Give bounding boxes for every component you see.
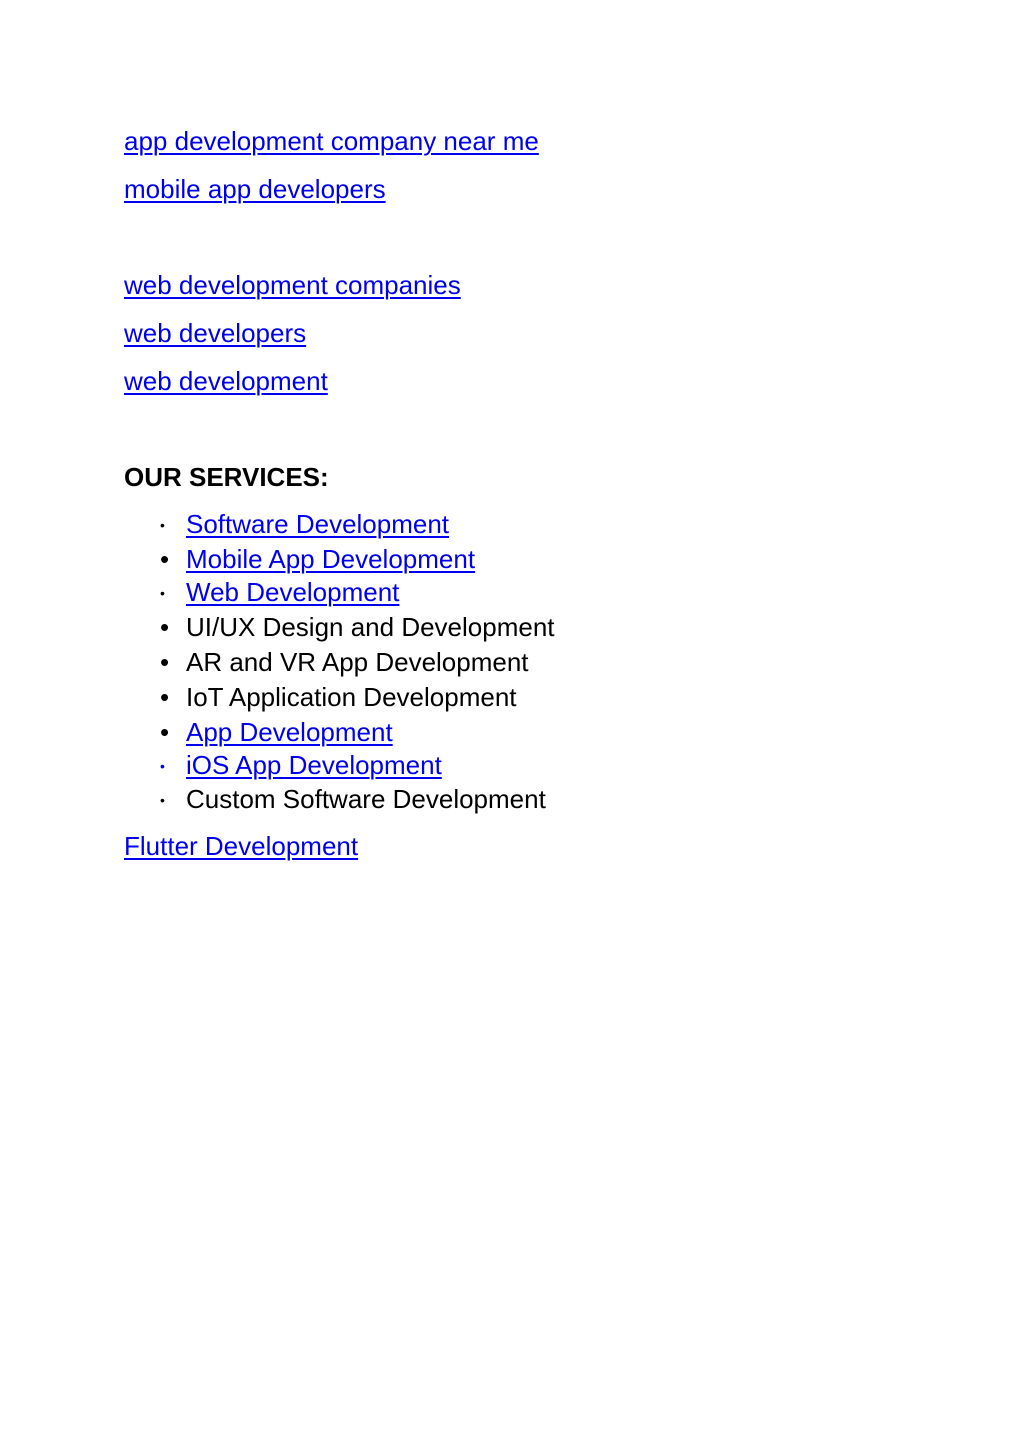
service-link-web-development[interactable]: Web Development (186, 577, 400, 607)
link-web-developers[interactable]: web developers (124, 318, 307, 348)
link-flutter-development[interactable]: Flutter Development (124, 831, 359, 861)
services-heading: OUR SERVICES: (124, 462, 329, 492)
link-app-development-company-near-me[interactable]: app development company near me (124, 126, 539, 156)
link-web-development-companies[interactable]: web development companies (124, 270, 461, 300)
link-web-development[interactable]: web development (124, 366, 328, 396)
link-mobile-app-developers[interactable]: mobile app developers (124, 174, 386, 204)
service-link-ios-app-development[interactable]: iOS App Development (186, 750, 442, 780)
service-link-software-development[interactable]: Software Development (186, 509, 450, 539)
service-link-mobile-app-development[interactable]: Mobile App Development (186, 544, 476, 574)
service-link-app-development[interactable]: App Development (186, 717, 393, 747)
bullet-icon: • (160, 792, 165, 808)
service-item (160, 509, 449, 540)
service-item (160, 717, 393, 747)
bullet-icon: • (160, 647, 170, 677)
bullet-icon: • (160, 612, 170, 642)
service-item (160, 612, 555, 642)
bullet-icon: • (160, 758, 165, 774)
service-text-ar-vr: AR and VR App Development (186, 647, 529, 677)
service-text-custom-software: Custom Software Development (186, 784, 546, 814)
service-item (160, 750, 442, 781)
service-item (160, 647, 529, 677)
service-item (160, 544, 475, 574)
bullet-icon: • (160, 585, 165, 601)
service-text-iot: IoT Application Development (186, 682, 517, 712)
service-text-ui-ux-design: UI/UX Design and Development (186, 612, 555, 642)
service-item (160, 682, 517, 712)
bullet-icon: • (160, 517, 165, 533)
bullet-icon: • (160, 682, 170, 712)
service-item (160, 577, 399, 608)
service-item (160, 784, 546, 815)
bullet-icon: • (160, 544, 170, 574)
bullet-icon: • (160, 717, 170, 747)
